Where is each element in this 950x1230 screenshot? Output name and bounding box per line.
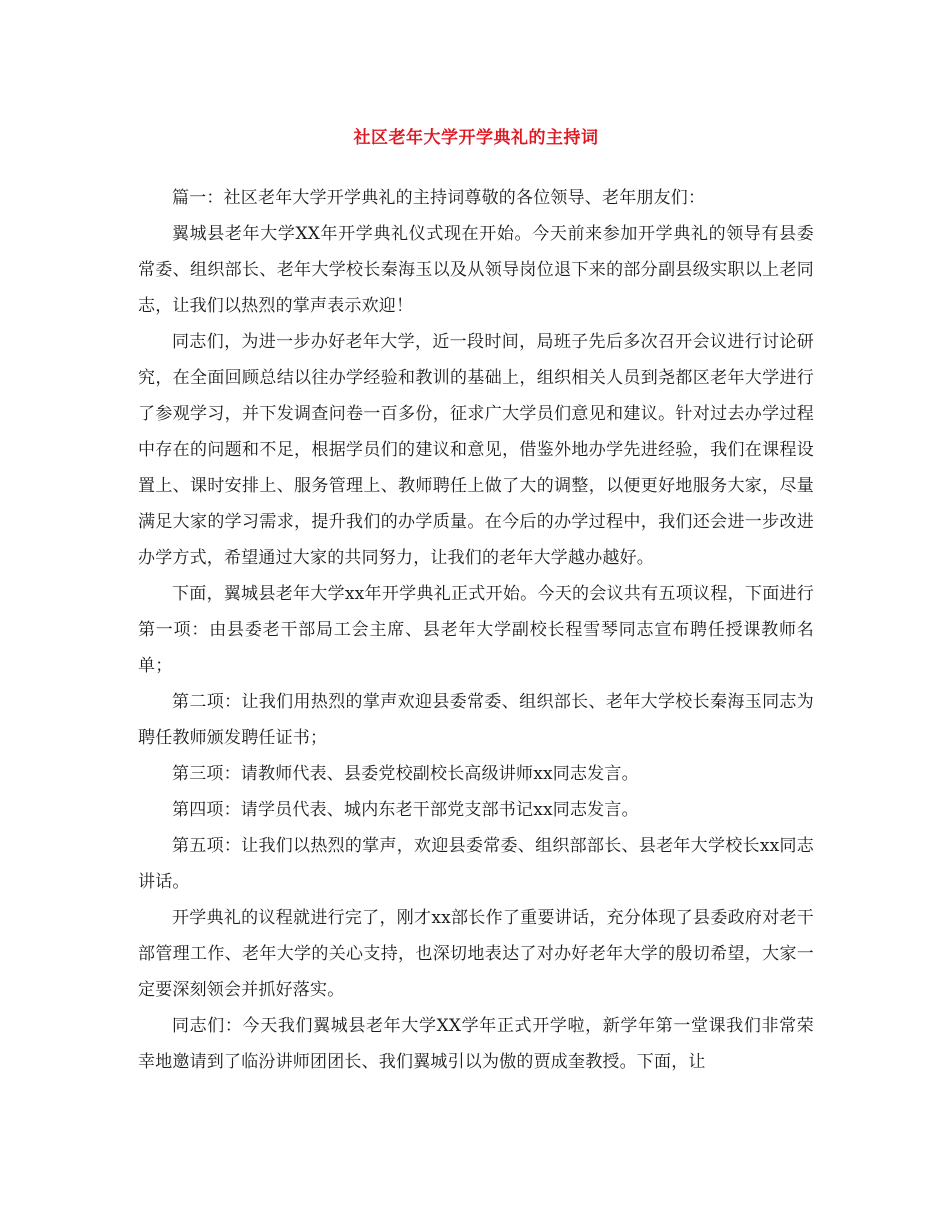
paragraph-10: 同志们：今天我们翼城县老年大学XX学年正式开学啦，新学年第一堂课我们非常荣幸地邀请到了临汾讲师团团长、我们翼城引以为傲的贾成奎教授。下面，让 [138, 1016, 814, 1072]
paragraph-7: 第四项：请学员代表、城内东老干部党支部书记xx同志发言。 [172, 800, 639, 820]
paragraph-1: 篇一：社区老年大学开学典礼的主持词尊敬的各位领导、老年朋友们： [172, 188, 706, 208]
document-title: 社区老年大学开学典礼的主持词 [353, 128, 599, 148]
paragraph-2: 翼城县老年大学XX年开学典礼仪式现在开始。今天前来参加开学典礼的领导有县委常委、组织部长、老年大学校长秦海玉以及从领导岗位退下来的部分副县级实职以上老同志，让我们以热烈的掌声表示欢迎！ [138, 224, 814, 316]
paragraph-5: 第二项：让我们用热烈的掌声欢迎县委常委、组织部长、老年大学校长秦海玉同志为聘任教师颁发聘任证书； [138, 692, 814, 748]
paragraph-8: 第五项：让我们以热烈的掌声，欢迎县委常委、组织部部长、县老年大学校长xx同志讲话。 [138, 836, 814, 892]
paragraph-4: 下面，翼城县老年大学xx年开学典礼正式开始。今天的会议共有五项议程，下面进行第一项：由县委老干部局工会主席、县老年大学副校长程雪琴同志宣布聘任授课教师名单； [138, 584, 814, 676]
paragraph-3: 同志们，为进一步办好老年大学，近一段时间，局班子先后多次召开会议进行讨论研究，在全面回顾总结以往办学经验和教训的基础上，组织相关人员到尧都区老年大学进行了参观学习，并下发调查问卷一百多份，征求广大学员们意见和建议。针对过去办学过程中存在的问题和不足，根据学员们的建议和意见，借鉴外地办学先进经验，我们在课程设置上、课时安排上、服务管理上、教师聘任上做了大的调整，以便更好地服务大家，尽量满足大家的学习需求，提升我们的办学质量。在今后的办学过程中，我们还会进一步改进办学方式，希望通过大家的共同努力，让我们的老年大学越办越好。 [138, 332, 814, 568]
document-page [138, 118, 814, 1080]
paragraph-9: 开学典礼的议程就进行完了，刚才xx部长作了重要讲话，充分体现了县委政府对老干部管理工作、老年大学的关心支持，也深切地表达了对办好老年大学的殷切希望，大家一定要深刻领会并抓好落实。 [138, 908, 814, 1000]
paragraph-6: 第三项：请教师代表、县委党校副校长高级讲师xx同志发言。 [172, 764, 639, 784]
